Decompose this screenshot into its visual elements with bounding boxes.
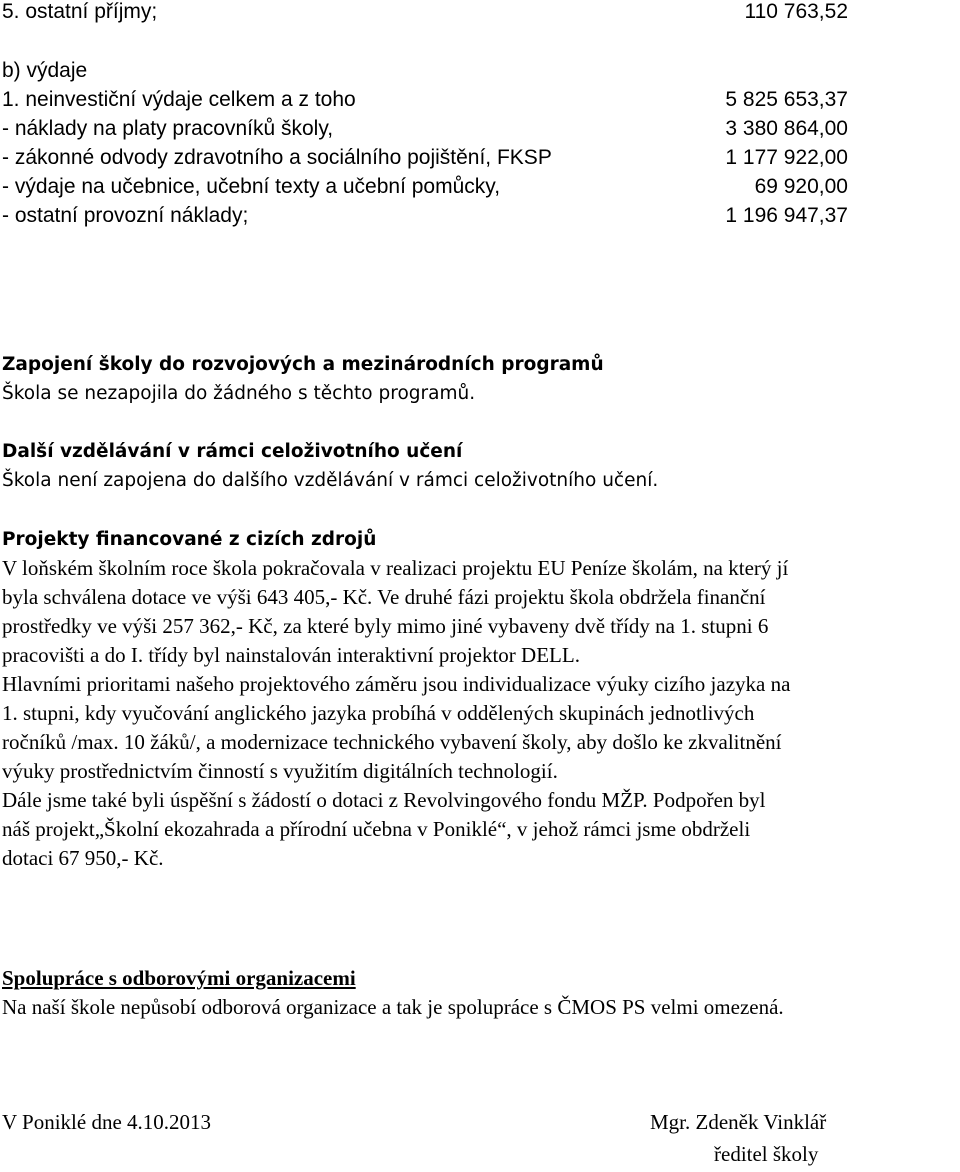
programs-text: Škola se nezapojila do žádného s těchto programů. — [2, 383, 476, 404]
place-date: V Poniklé dne 4.10.2013 — [2, 1110, 212, 1134]
paragraph-line: výuky prostřednictvím činností s využitím digitálních technologií. — [2, 759, 558, 783]
paragraph-line: ročníků /max. 10 žáků/, a modernizace technického vybavení školy, aby došlo ke zkvalitnění — [2, 730, 782, 754]
other-income-value: 110 763,52 — [744, 0, 848, 23]
expense-row-value: 69 920,00 — [754, 175, 848, 198]
paragraph-line: prostředky ve výši 257 362,- Kč, za které byly mimo jiné vybaveny dvě třídy na 1. stupni 6 — [2, 614, 769, 638]
expense-row-value: 1 196 947,37 — [725, 204, 848, 227]
paragraph-line: dotaci 67 950,- Kč. — [2, 846, 164, 870]
paragraph-line: V loňském školním roce škola pokračovala v realizaci projektu EU Peníze školám, na který jí — [2, 556, 789, 580]
expenses-heading: b) výdaje — [2, 59, 88, 82]
lifelong-heading: Další vzdělávání v rámci celoživotního učení — [2, 441, 463, 462]
expense-row-value: 5 825 653,37 — [725, 88, 848, 111]
expense-row-value: 1 177 922,00 — [725, 146, 848, 169]
expense-row-label: - ostatní provozní náklady; — [2, 204, 249, 227]
paragraph-line: Dále jsme také byli úspěšní s žádostí o dotaci z Revolvingového fondu MŽP. Podpořen byl — [2, 788, 766, 812]
expense-row-value: 3 380 864,00 — [725, 117, 848, 140]
signatory-role: ředitel školy — [714, 1142, 819, 1166]
lifelong-text: Škola není zapojena do dalšího vzdělávání v rámci celoživotního učení. — [2, 470, 659, 491]
expense-row-label: - výdaje na učebnice, učební texty a učební pomůcky, — [2, 175, 501, 198]
programs-heading: Zapojení školy do rozvojových a mezinárodních programů — [2, 354, 604, 375]
signatory-name: Mgr. Zdeněk Vinklář — [650, 1110, 827, 1134]
expense-row-label: - náklady na platy pracovníků školy, — [2, 117, 334, 140]
other-income-label: 5. ostatní příjmy; — [2, 0, 158, 23]
projects-heading: Projekty financované z cizích zdrojů — [2, 529, 377, 550]
paragraph-line: 1. stupni, kdy vyučování anglického jazyka probíhá v oddělených skupinách jednotlivých — [2, 701, 755, 725]
expense-row-label: 1. neinvestiční výdaje celkem a z toho — [2, 88, 356, 111]
paragraph-line: Hlavními prioritami našeho projektového záměru jsou individualizace výuky cizího jazyka na — [2, 672, 791, 696]
unions-text: Na naší škole nepůsobí odborová organizace a tak je spolupráce s ČMOS PS velmi omezená. — [2, 995, 784, 1019]
paragraph-line: náš projekt„Školní ekozahrada a přírodní učebna v Poniklé“, v jehož rámci jsme obdrželi — [2, 817, 751, 841]
paragraph-line: byla schválena dotace ve výši 643 405,- Kč. Ve druhé fázi projektu škola obdržela finanční — [2, 585, 766, 609]
unions-heading: Spolupráce s odborovými organizacemi — [2, 966, 356, 990]
paragraph-line: pracovišti a do I. třídy byl nainstalován interaktivní projektor DELL. — [2, 643, 580, 667]
expense-row-label: - zákonné odvody zdravotního a sociálního pojištění, FKSP — [2, 146, 552, 169]
projects-paragraph — [2, 554, 954, 873]
